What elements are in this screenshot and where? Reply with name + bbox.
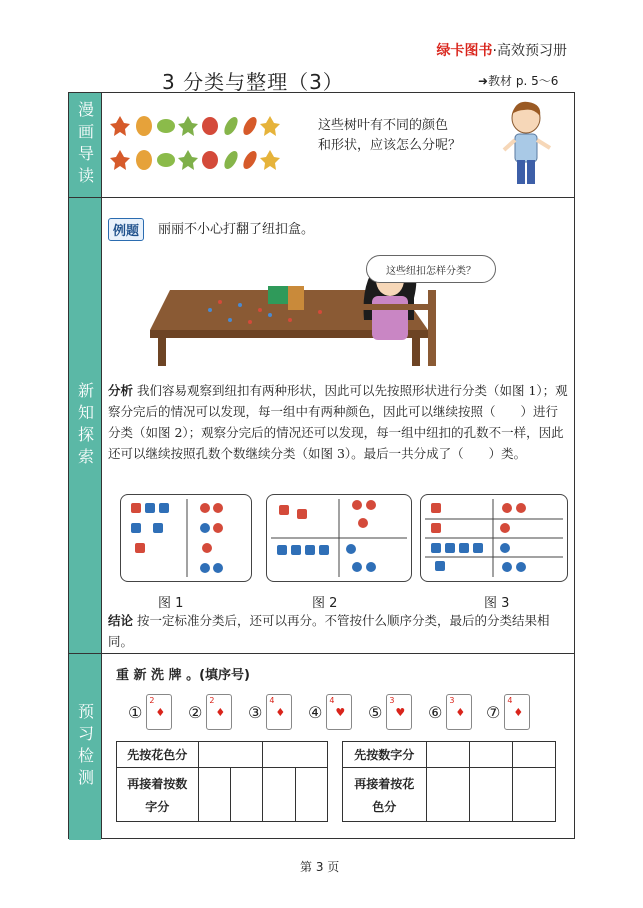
section-divider bbox=[69, 653, 574, 654]
exercise-title: 重 新 洗 牌 。(填序号) bbox=[116, 668, 250, 683]
figure-2-label: 图 2 bbox=[312, 596, 338, 611]
analysis-paragraph bbox=[108, 380, 570, 464]
playing-card: 3 ♦ bbox=[446, 694, 472, 730]
table-row-header: 再接着按数 字分 bbox=[117, 768, 199, 822]
card-item: ① 2 ♦ bbox=[128, 694, 172, 730]
answer-cell[interactable] bbox=[426, 742, 469, 768]
figure-1 bbox=[120, 494, 252, 582]
leaf-row-bottom bbox=[110, 149, 280, 171]
card-item: ⑤ 3 ♥ bbox=[368, 694, 412, 730]
answer-cell[interactable] bbox=[295, 768, 327, 822]
leaf-row-top bbox=[110, 115, 280, 137]
section-divider bbox=[69, 197, 574, 198]
card-item: ⑦ 4 ♦ bbox=[486, 694, 530, 730]
figure-3-buttons bbox=[421, 495, 567, 581]
conclusion-paragraph bbox=[108, 610, 570, 652]
answer-table-suit-first bbox=[116, 741, 328, 822]
analysis-label: 分析 bbox=[108, 383, 134, 398]
figure-1-buttons bbox=[121, 495, 251, 581]
answer-cell[interactable] bbox=[263, 768, 295, 822]
boy-illustration bbox=[498, 98, 556, 188]
textbook-reference: ➜教材 p. 5～6 bbox=[478, 74, 559, 88]
column-divider bbox=[101, 93, 102, 838]
answer-cell[interactable] bbox=[512, 768, 555, 822]
brand-subtitle: ·高效预习册 bbox=[492, 43, 567, 59]
playing-card: 3 ♥ bbox=[386, 694, 412, 730]
leaves-illustration bbox=[110, 114, 280, 174]
thought-bubble: 这些纽扣怎样分类？ bbox=[366, 255, 496, 283]
figure-2-buttons bbox=[267, 495, 411, 581]
round-buttons bbox=[200, 503, 223, 573]
square-buttons bbox=[131, 503, 169, 553]
table-row-header: 再接着按花 色分 bbox=[343, 768, 427, 822]
answer-cell[interactable] bbox=[230, 768, 262, 822]
section-tab-check: 预习检测 bbox=[69, 654, 101, 840]
card-item: ② 2 ♦ bbox=[188, 694, 232, 730]
playing-card: 4 ♦ bbox=[504, 694, 530, 730]
brand-name: 绿卡图书 bbox=[436, 43, 493, 59]
example-badge: 例题 bbox=[108, 218, 144, 241]
answer-cell[interactable] bbox=[198, 742, 263, 768]
answer-cell[interactable] bbox=[263, 742, 328, 768]
card-item: ③ 4 ♦ bbox=[248, 694, 292, 730]
figure-1-label: 图 1 bbox=[158, 596, 184, 611]
playing-card: 2 ♦ bbox=[146, 694, 172, 730]
playing-card: 4 ♥ bbox=[326, 694, 352, 730]
card-item: ⑥ 3 ♦ bbox=[428, 694, 472, 730]
example-text: 丽丽不小心打翻了纽扣盒。 bbox=[158, 222, 315, 237]
answer-cell[interactable] bbox=[469, 768, 512, 822]
table-row-header: 先按花色分 bbox=[117, 742, 199, 768]
answer-cell[interactable] bbox=[512, 742, 555, 768]
section-tab-explore: 新知探索 bbox=[69, 198, 101, 654]
page-number: 第 3 页 bbox=[300, 860, 340, 874]
analysis-text: 我们容易观察到纽扣有两种形状，因此可以先按照形状进行分类（如图 1）；观察分完后的情况可以发现，每一组中有两种颜色，因此可以继续按照（ ）进行分类（如图 2）；观察分完后的情况还可以发现，每一组中纽扣的孔数不一样，因此还可以继续按照孔数个数继续分类（如图 3）。最后一共分成了（ ）类。 bbox=[108, 383, 568, 461]
answer-table-number-first bbox=[342, 741, 556, 822]
comic-dialogue: 这些树叶有不同的颜色 和形状，应该怎么分呢？ bbox=[318, 118, 462, 153]
figure-2 bbox=[266, 494, 412, 582]
page-title: 3 分类与整理（3） bbox=[162, 70, 344, 94]
brand-header bbox=[437, 40, 567, 60]
figure-3-label: 图 3 bbox=[484, 596, 510, 611]
section-tab-comic: 漫画导读 bbox=[69, 93, 101, 198]
conclusion-text: 按一定标准分类后，还可以再分。不管按什么顺序分类，最后的分类结果相同。 bbox=[108, 613, 550, 649]
table-row-header: 先按数字分 bbox=[343, 742, 427, 768]
answer-cell[interactable] bbox=[198, 768, 230, 822]
playing-card: 2 ♦ bbox=[206, 694, 232, 730]
answer-cell[interactable] bbox=[426, 768, 469, 822]
figure-3 bbox=[420, 494, 568, 582]
playing-card: 4 ♦ bbox=[266, 694, 292, 730]
card-item: ④ 4 ♥ bbox=[308, 694, 352, 730]
conclusion-label: 结论 bbox=[108, 613, 134, 628]
answer-cell[interactable] bbox=[469, 742, 512, 768]
